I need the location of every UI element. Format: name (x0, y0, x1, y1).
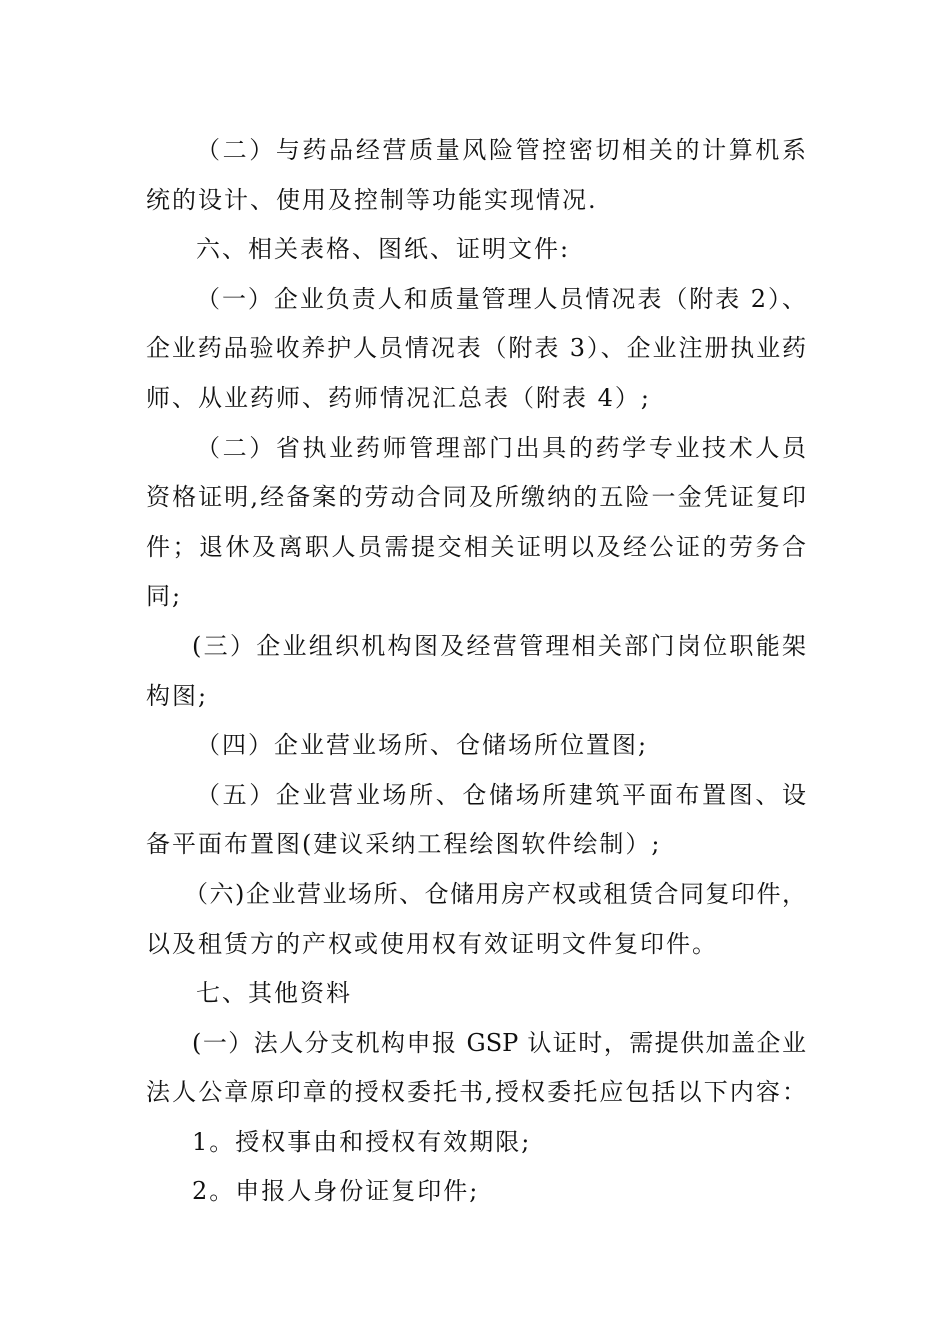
paragraph-line: （六)企业营业场所、仓储用房产权或租赁合同复印件， (184, 879, 806, 908)
paragraph-line: 以及租赁方的产权或使用权有效证明文件复印件。 (146, 929, 718, 958)
paragraph-line: （四）企业营业场所、仓储场所位置图; (196, 731, 649, 760)
paragraph-line: (一）法人分支机构申报 GSP 认证时，需提供加盖企业 (192, 1028, 806, 1057)
paragraph-line: （一）企业负责人和质量管理人员情况表（附表 2）、 (196, 284, 806, 313)
document-body (146, 126, 806, 1217)
paragraph-line: 法人公章原印章的授权委托书,授权委托应包括以下内容： (146, 1078, 806, 1107)
section-heading: 六、相关表格、图纸、证明文件: (196, 235, 571, 264)
paragraph-line: 件；退休及离职人员需提交相关证明以及经公证的劳务合 (146, 532, 806, 561)
list-item: 1。授权事由和授权有效期限; (192, 1127, 532, 1156)
paragraph-line: 企业药品验收养护人员情况表（附表 3）、企业注册执业药 (146, 334, 806, 363)
paragraph-line: 备平面布置图(建议采纳工程绘图软件绘制）; (146, 830, 662, 859)
paragraph-line: 构图; (146, 681, 209, 710)
paragraph-line: （二）与药品经营质量风险管控密切相关的计算机系 (196, 136, 806, 164)
paragraph-line: （五）企业营业场所、仓储场所建筑平面布置图、设 (196, 780, 806, 809)
paragraph-line: 统的设计、使用及控制等功能实现情况. (146, 185, 598, 214)
paragraph-line: (三）企业组织机构图及经营管理相关部门岗位职能架 (192, 631, 806, 660)
paragraph-line: 资格证明,经备案的劳动合同及所缴纳的五险一金凭证复印 (146, 483, 806, 512)
paragraph-line: 同; (146, 582, 183, 611)
section-heading: 七、其他资料 (196, 979, 352, 1008)
paragraph-line: （二）省执业药师管理部门出具的药学专业技术人员 (196, 433, 806, 462)
list-item: 2。申报人身份证复印件; (192, 1177, 480, 1206)
paragraph-line: 师、从业药师、药师情况汇总表（附表 4）; (146, 383, 651, 412)
